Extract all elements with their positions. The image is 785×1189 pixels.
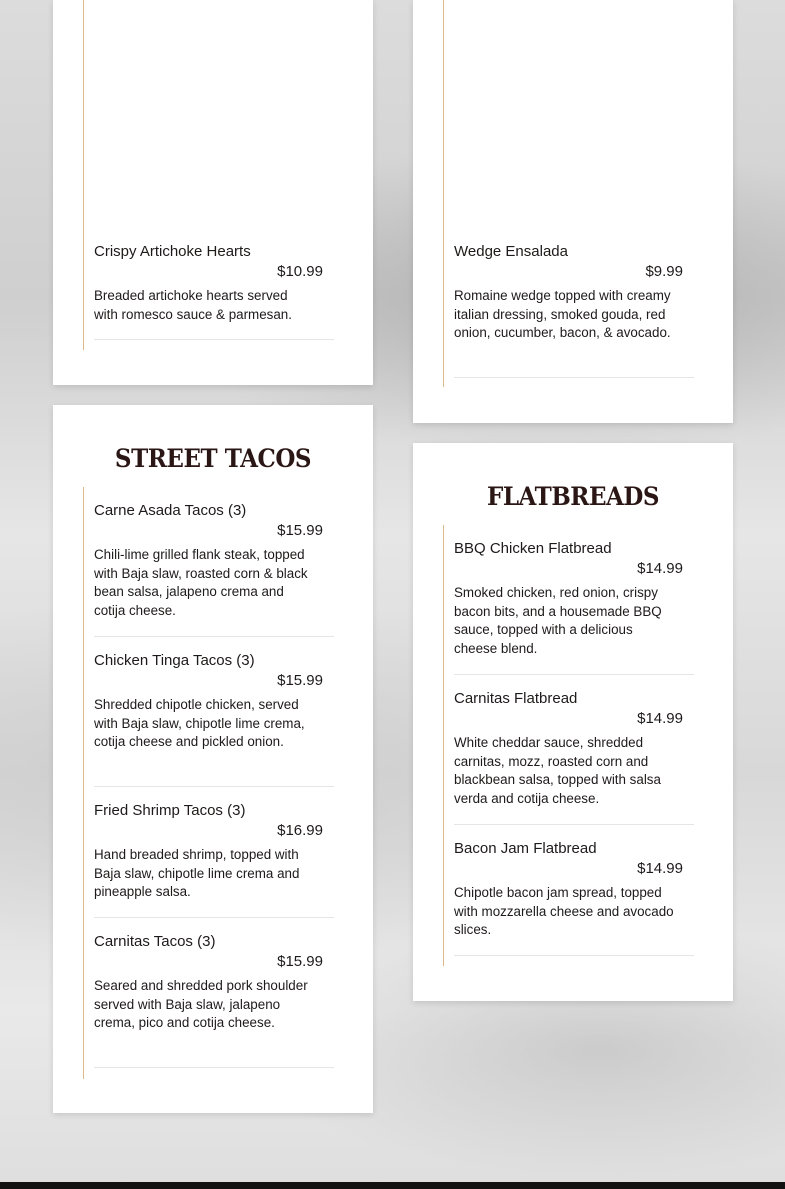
item-divider [94, 1067, 334, 1068]
accent-rule [443, 0, 444, 387]
item-name: Crispy Artichoke Hearts [94, 243, 251, 260]
menu-card-flatbreads [413, 443, 733, 1001]
item-description: Romaine wedge topped with creamy italian dressing, smoked gouda, red onion, cucumber, bacon, & avocado. [454, 288, 671, 341]
item-description: Smoked chicken, red onion, crispy bacon bits, and a housemade BBQ sauce, topped with a delicious cheese blend. [454, 585, 662, 656]
item-description: Chili-lime grilled flank steak, topped with Baja slaw, roasted corn & black bean salsa, jalapeno crema and cotija cheese. [94, 547, 308, 618]
section-title: FLATBREADS [486, 482, 660, 511]
item-name: Fried Shrimp Tacos (3) [94, 802, 246, 819]
item-description: Shredded chipotle chicken, served with Baja slaw, chipotle lime crema, cotija cheese and pickled onion. [94, 697, 305, 750]
item-price: $16.99 [277, 822, 323, 839]
item-description: White cheddar sauce, shredded carnitas, mozz, roasted corn and blackbean salsa, topped with salsa verda and cotija cheese. [454, 735, 661, 806]
item-description: Chipotle bacon jam spread, topped with mozzarella cheese and avocado slices. [454, 885, 674, 938]
item-divider [454, 824, 694, 825]
item-price: $15.99 [277, 953, 323, 970]
accent-rule [83, 0, 84, 350]
item-price: $10.99 [277, 263, 323, 280]
item-divider [454, 674, 694, 675]
item-price: $14.99 [637, 860, 683, 877]
menu-card-street-tacos [53, 405, 373, 1113]
item-divider [94, 786, 334, 787]
accent-rule [83, 487, 84, 1079]
item-description: Hand breaded shrimp, topped with Baja slaw, chipotle lime crema and pineapple salsa. [94, 847, 300, 900]
item-name: Carnitas Flatbread [454, 690, 578, 707]
menu-item [94, 801, 334, 902]
item-price: $9.99 [645, 263, 683, 280]
item-name: Wedge Ensalada [454, 243, 568, 260]
item-divider [454, 955, 694, 956]
item-price: $15.99 [277, 522, 323, 539]
menu-item [94, 501, 334, 620]
bottom-edge-bar [0, 1182, 785, 1189]
section-title: STREET TACOS [114, 444, 312, 473]
item-divider [94, 636, 334, 637]
menu-item [454, 539, 694, 658]
item-description: Breaded artichoke hearts served with romesco sauce & parmesan. [94, 288, 292, 322]
menu-item [454, 242, 694, 343]
menu-card-appetizers-left [53, 0, 373, 385]
menu-item [94, 651, 334, 752]
menu-item [454, 689, 694, 808]
item-name: Carnitas Tacos (3) [94, 933, 216, 950]
item-divider [454, 377, 694, 378]
item-price: $14.99 [637, 710, 683, 727]
menu-item [94, 242, 334, 324]
item-name: Chicken Tinga Tacos (3) [94, 652, 255, 669]
item-name: Carne Asada Tacos (3) [94, 502, 247, 519]
item-price: $14.99 [637, 560, 683, 577]
item-divider [94, 917, 334, 918]
item-divider [94, 339, 334, 340]
accent-rule [443, 525, 444, 966]
menu-item [454, 839, 694, 940]
item-price: $15.99 [277, 672, 323, 689]
menu-card-appetizers-right [413, 0, 733, 423]
menu-item [94, 932, 334, 1033]
item-name: BBQ Chicken Flatbread [454, 540, 612, 557]
item-description: Seared and shredded pork shoulder served with Baja slaw, jalapeno crema, pico and cotija cheese. [94, 978, 308, 1031]
item-name: Bacon Jam Flatbread [454, 840, 597, 857]
